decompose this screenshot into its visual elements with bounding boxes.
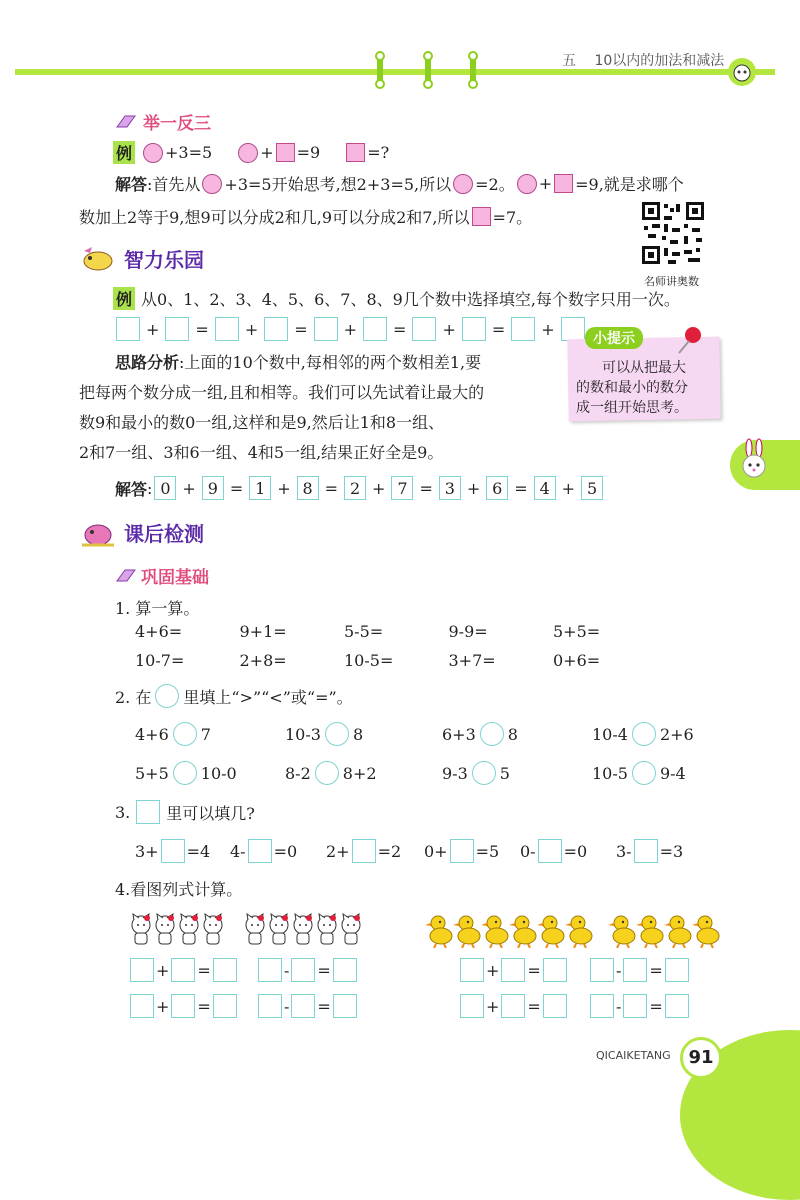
q2-right: 9-4 (659, 763, 686, 783)
q3-left: 3+ (135, 841, 159, 861)
operator-sign: = (491, 319, 506, 339)
puzzle-blank-equation (114, 317, 587, 341)
tip-line: 的数和最小的数分 (576, 380, 688, 396)
operator-sign: + (486, 996, 500, 1016)
blank-square-input[interactable] (623, 958, 647, 982)
equals-sign: = (649, 960, 663, 980)
operator-sign: + (277, 478, 291, 498)
blank-square-input[interactable] (665, 994, 689, 1018)
footer-brand: QICAIKETANG (596, 1049, 671, 1062)
analysis-line2: 把每两个数分成一组,且和相等。我们可以先试着让最大的 (79, 383, 485, 402)
blank-square-input[interactable] (264, 317, 288, 341)
example1-problem (113, 141, 389, 164)
section-zhiliyuan (78, 243, 204, 273)
pink-square-icon (346, 143, 365, 162)
answer-text: 数加上2等于9,想9可以分成2和几,9可以分成2和7,所以 (79, 208, 470, 227)
equals-sign: = (197, 960, 211, 980)
equation-2: =9 (296, 143, 321, 162)
compare-circle-input[interactable] (480, 722, 504, 746)
blank-square-icon (136, 800, 160, 824)
qr-caption: 名师讲奥数 (644, 275, 699, 288)
q2-title-a: 2. 在 (115, 687, 152, 707)
q2-right: 2+6 (659, 724, 694, 744)
analysis-line4: 2和7一组、3和6一组、4和5一组,结果正好全是9。 (79, 443, 444, 462)
blank-square-input[interactable] (258, 958, 282, 982)
section-juyifansan (115, 109, 211, 134)
q2-right: 5 (499, 763, 510, 783)
q1-expression: 5+5= (553, 622, 601, 641)
puzzle-answer: 解答 : 0 + 9 = 1 + 8 = 2 + 7 = 3 + 6 = 4 + 5 (115, 476, 605, 500)
blank-square-input[interactable] (460, 958, 484, 982)
pink-square-icon (276, 143, 295, 162)
q1-expression: 10-5= (344, 651, 394, 670)
operator-sign: + (541, 319, 555, 339)
q3-left: 2+ (326, 841, 350, 861)
answer-label: 解答 (115, 175, 148, 194)
pink-circle-icon (238, 143, 258, 163)
prompt-text: 从0、1、2、3、4、5、6、7、8、9几个数中选择填空,每个数字只用一次。 (141, 290, 680, 309)
answer-value-box: 9 (202, 476, 224, 500)
section-kehoujiance (78, 515, 204, 549)
blank-square-input[interactable] (215, 317, 239, 341)
answer-value-box: 7 (391, 476, 413, 500)
q2-comparison (135, 722, 211, 746)
operator-sign: + (156, 960, 170, 980)
analysis-text: :上面的10个数中,每相邻的两个数相差1,要 (179, 353, 482, 372)
q3-left: 4- (230, 841, 246, 861)
q3-right: =0 (563, 841, 588, 861)
answer-text: +3=5开始思考,想2+3=5,所以 (224, 175, 452, 194)
q1-expression: 5-5= (344, 622, 384, 641)
blank-square-input[interactable] (590, 958, 614, 982)
example-label: 例 (113, 141, 135, 164)
blank-square-input[interactable] (501, 958, 525, 982)
operator-sign: = (195, 319, 209, 339)
equals-sign: = (317, 996, 331, 1016)
pink-circle-icon (202, 174, 222, 194)
answer-text: =9,就是求哪个 (575, 175, 684, 194)
q3-item (520, 839, 587, 863)
q3-right: =3 (659, 841, 684, 861)
operator-sign: + (244, 319, 259, 339)
compare-circle-input[interactable] (315, 761, 339, 785)
operator-sign: + (486, 960, 500, 980)
q4-equation-blank (460, 958, 567, 982)
equals-sign: = (527, 996, 541, 1016)
analysis-line1 (115, 347, 481, 379)
q2-right: 8+2 (342, 763, 377, 783)
page-number: 91 (680, 1037, 722, 1079)
blank-square-input[interactable] (161, 839, 185, 863)
compare-circle-input[interactable] (325, 722, 349, 746)
blank-square-input[interactable] (171, 994, 195, 1018)
example1-answer-line1 (115, 172, 684, 195)
q3-title-a: 3. (115, 802, 131, 822)
q3-item (424, 839, 499, 863)
q2-comparison (135, 761, 237, 785)
header-mascot-icon (728, 58, 756, 86)
operator-sign: = (229, 478, 244, 498)
q2-left: 5+5 (135, 763, 169, 783)
blank-square-input[interactable] (412, 317, 436, 341)
chapter-title: 10以内的加法和减法 (594, 53, 725, 69)
section-title: 巩固基础 (141, 568, 209, 588)
q4-equation-blank (130, 958, 237, 982)
q2-comparison (442, 722, 518, 746)
q2-left: 4+6 (135, 724, 169, 744)
q2-right: 8 (352, 724, 364, 744)
q3-left: 0- (520, 841, 536, 861)
blank-square-input[interactable] (165, 317, 189, 341)
operator-sign: = (324, 478, 339, 498)
q2-comparison (592, 722, 694, 746)
pink-circle-icon (453, 174, 473, 194)
operator-sign: + (561, 478, 576, 498)
equation-3: =? (367, 143, 390, 162)
q1-expression: 9+1= (239, 622, 287, 641)
q4-title: 4.看图列式计算。 (115, 880, 243, 899)
answer-value-box: 2 (344, 476, 366, 500)
q2-left: 6+3 (442, 724, 476, 744)
q4-equation-blank (460, 994, 567, 1018)
q3-right: =5 (475, 841, 500, 861)
q4-equation-blank (258, 958, 357, 982)
q1-title: 1. 算一算。 (115, 599, 200, 618)
pink-circle-icon (517, 174, 537, 194)
blank-square-input[interactable] (171, 958, 195, 982)
chapter-header (562, 50, 724, 70)
q1-expression: 3+7= (448, 651, 496, 670)
tip-title-badge: 小提示 (585, 327, 643, 349)
answer-text: =2。 (475, 175, 515, 194)
equals-sign: = (527, 960, 541, 980)
blank-square-input[interactable] (291, 958, 315, 982)
blank-square-input[interactable] (130, 958, 154, 982)
q2-left: 9-3 (442, 763, 468, 783)
blank-square-input[interactable] (116, 317, 140, 341)
pushpin-icon (675, 325, 705, 359)
q2-left: 8-2 (285, 763, 311, 783)
answer-value-box: 0 (154, 476, 176, 500)
operator-sign: + (146, 319, 160, 339)
blank-square-input[interactable] (352, 839, 376, 863)
blank-square-input[interactable] (623, 994, 647, 1018)
answer-text: =7。 (492, 208, 533, 227)
pink-square-icon (554, 174, 573, 193)
q4-equation-blank (590, 994, 689, 1018)
blank-square-input[interactable] (258, 994, 282, 1018)
q3-right: =4 (186, 841, 211, 861)
tip-text (576, 358, 716, 418)
blank-square-input[interactable] (511, 317, 535, 341)
answer-label: 解答 (115, 479, 148, 499)
section-title: 课后检测 (124, 521, 204, 546)
operator-sign: = (393, 319, 407, 339)
equation-1: +3=5 (165, 143, 213, 162)
binder-rings (370, 50, 490, 90)
mascot-bee-icon (78, 243, 118, 273)
blank-square-input[interactable] (665, 958, 689, 982)
blank-square-input[interactable] (130, 994, 154, 1018)
equals-sign: = (197, 996, 211, 1016)
blank-square-input[interactable] (333, 958, 357, 982)
q4-equation-blank (258, 994, 357, 1018)
answer-value-box: 8 (297, 476, 319, 500)
analysis-label: 思路分析 (115, 353, 180, 372)
blank-square-input[interactable] (561, 317, 585, 341)
kitty-group-left (130, 912, 230, 950)
blank-square-input[interactable] (314, 317, 338, 341)
analysis-line3: 数9和最小的数0一组,这样和是9,然后让1和8一组、 (79, 413, 445, 432)
operator-sign: + (182, 478, 196, 498)
compare-circle-input[interactable] (632, 722, 656, 746)
section-title: 智力乐园 (124, 247, 204, 272)
q2-right: 10-0 (200, 763, 237, 783)
q3-right: =2 (377, 841, 402, 861)
answer-text: + (538, 174, 553, 193)
operator-sign: + (372, 478, 386, 498)
answer-value-box: 5 (581, 476, 603, 500)
pink-square-icon (472, 207, 491, 226)
answer-value-box: 1 (249, 476, 271, 500)
q2-comparison (285, 722, 363, 746)
plus-sign: + (260, 143, 274, 162)
blank-square-input[interactable] (634, 839, 658, 863)
q2-title-b: 里填上“>”“<”或“=”。 (183, 687, 353, 707)
q2-comparison (442, 761, 510, 785)
q3-item (326, 839, 401, 863)
mascot-bird-icon (78, 515, 118, 549)
answer-value-box: 3 (439, 476, 461, 500)
operator-sign: = (419, 478, 433, 498)
kitty-group-right (244, 912, 369, 950)
q2-right: 8 (507, 724, 518, 744)
operator-sign: + (442, 319, 456, 339)
operator-sign: - (284, 960, 290, 980)
operator-sign: - (616, 960, 622, 980)
equals-sign: = (649, 996, 663, 1016)
blank-square-input[interactable] (462, 317, 486, 341)
duck-group-left (424, 914, 594, 952)
example-label: 例 (113, 287, 135, 310)
bunny-icon (738, 438, 770, 486)
q3-right: =0 (273, 841, 298, 861)
equals-sign: = (317, 960, 331, 980)
answer-text: :首先从 (147, 175, 201, 194)
q2-comparison (285, 761, 377, 785)
qr-code[interactable] (640, 200, 706, 266)
blank-square-input[interactable] (333, 994, 357, 1018)
q3-item (135, 839, 210, 863)
q2-left: 10-5 (592, 763, 628, 783)
q3-left: 3- (616, 841, 632, 861)
compare-circle-input[interactable] (632, 761, 656, 785)
q4-equation-blank (130, 994, 237, 1018)
blank-square-input[interactable] (543, 994, 567, 1018)
operator-sign: - (616, 996, 622, 1016)
blank-square-input[interactable] (460, 994, 484, 1018)
q3-left: 0+ (424, 841, 448, 861)
compare-circle-input[interactable] (472, 761, 496, 785)
blank-square-input[interactable] (450, 839, 474, 863)
q2-title (115, 684, 353, 708)
q1-expression: 2+8= (239, 651, 287, 670)
operator-sign: + (466, 478, 481, 498)
blank-square-input[interactable] (543, 958, 567, 982)
blank-square-input[interactable] (590, 994, 614, 1018)
blank-square-input[interactable] (248, 839, 272, 863)
blank-square-input[interactable] (538, 839, 562, 863)
blank-square-input[interactable] (501, 994, 525, 1018)
book-icon (115, 567, 137, 585)
blank-square-input[interactable] (363, 317, 387, 341)
compare-circle-input[interactable] (173, 761, 197, 785)
duck-group-right (607, 914, 722, 952)
q4-equation-blank (590, 958, 689, 982)
q3-title-b: 里可以填几? (166, 803, 255, 823)
blank-circle-icon (155, 684, 179, 708)
q1-expression: 9-9= (448, 622, 488, 641)
example1-answer-line2 (79, 205, 532, 228)
answer-value-box: 4 (534, 476, 556, 500)
q2-right: 7 (200, 724, 211, 744)
tip-line: 成一组开始思考。 (576, 400, 688, 416)
q1-expression: 0+6= (553, 651, 601, 670)
q1-expression: 10-7= (135, 651, 185, 670)
blank-square-input[interactable] (213, 994, 237, 1018)
compare-circle-input[interactable] (173, 722, 197, 746)
blank-square-input[interactable] (213, 958, 237, 982)
q1-expression: 4+6= (135, 622, 183, 641)
operator-sign: - (284, 996, 290, 1016)
q2-comparison (592, 761, 686, 785)
blank-square-input[interactable] (291, 994, 315, 1018)
chapter-number: 五 (562, 53, 576, 69)
q3-item (230, 839, 297, 863)
q3-item (616, 839, 683, 863)
operator-sign: + (343, 319, 358, 339)
operator-sign: = (294, 319, 308, 339)
q2-left: 10-3 (285, 724, 321, 744)
q3-title (115, 800, 255, 824)
operator-sign: = (514, 478, 528, 498)
q2-left: 10-4 (592, 724, 628, 744)
pink-circle-icon (143, 143, 163, 163)
puzzle-prompt (113, 287, 680, 310)
section-gongujichu (115, 563, 209, 588)
answer-value-box: 6 (486, 476, 508, 500)
section-title: 举一反三 (143, 114, 211, 134)
tip-line: 可以从把最大 (602, 360, 686, 376)
operator-sign: + (156, 996, 170, 1016)
book-icon (115, 113, 137, 131)
